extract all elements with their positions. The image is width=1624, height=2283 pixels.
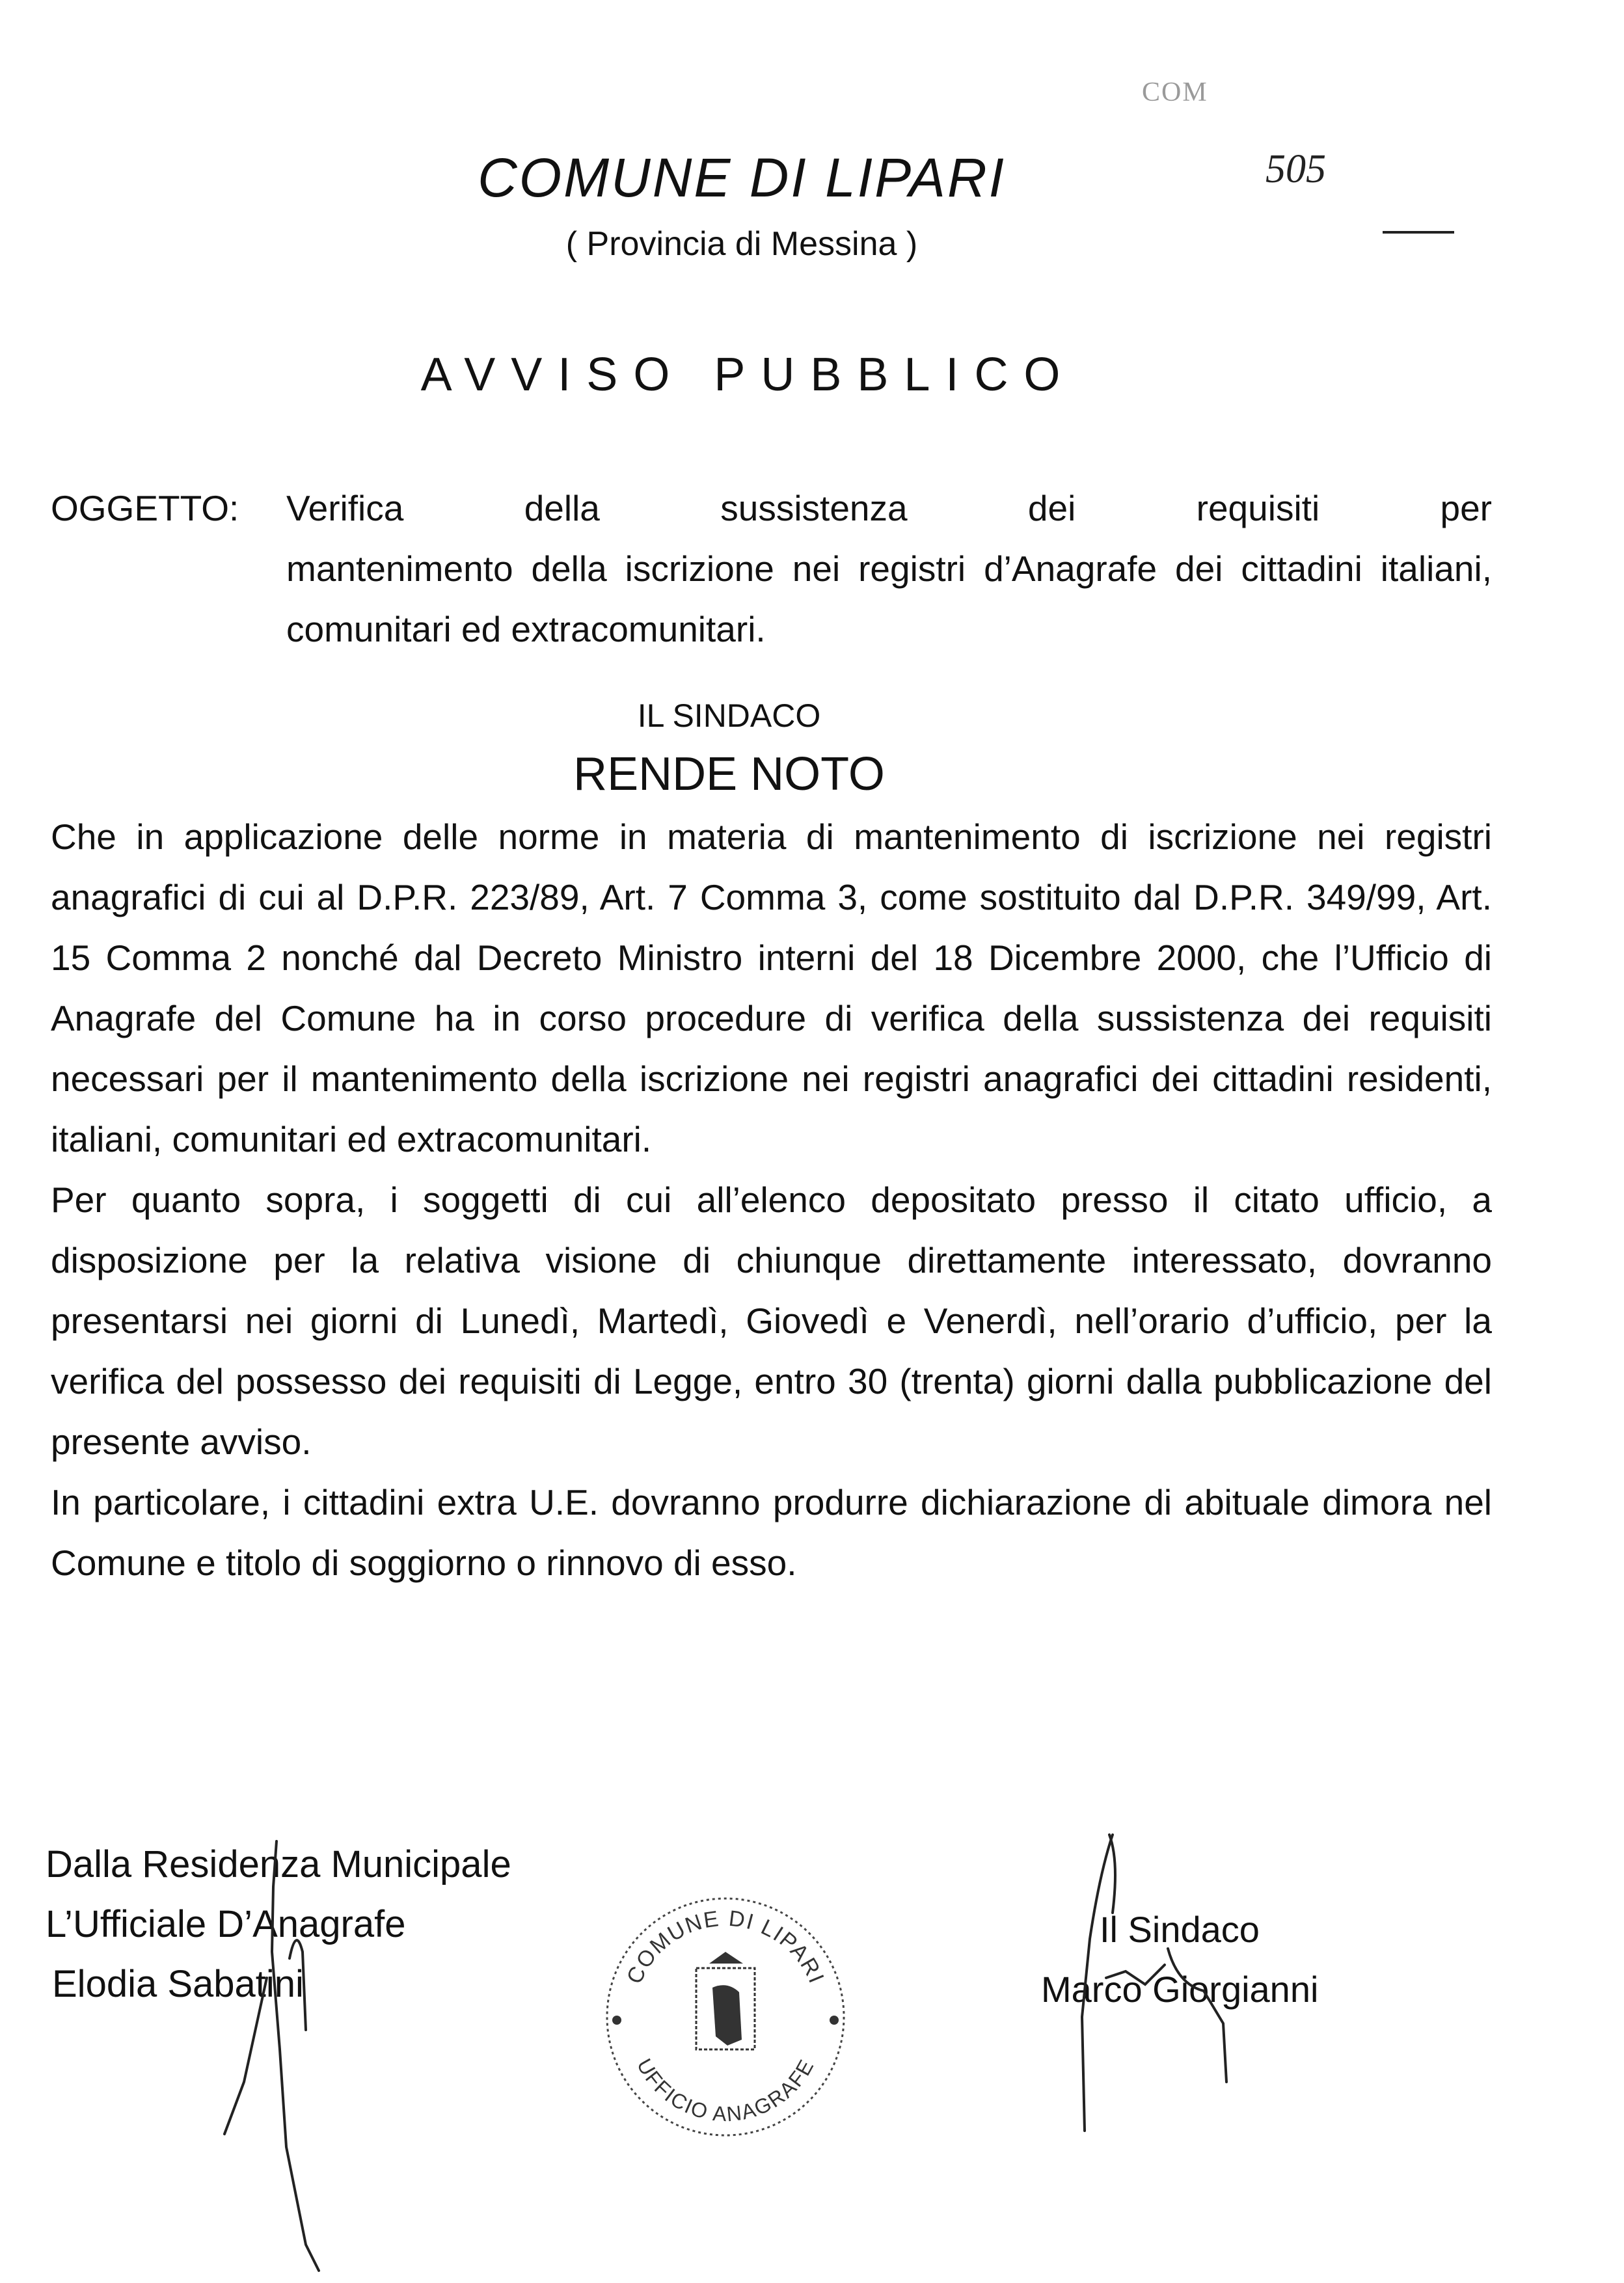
subject-text bbox=[286, 478, 1492, 660]
subject-label: OGGETTO: bbox=[51, 488, 239, 528]
notice-title: AVVISO PUBBLICO bbox=[420, 349, 1076, 401]
handwritten-protocol-number: 505 bbox=[1265, 147, 1326, 191]
svg-text:COMUNE DI LIPARI bbox=[622, 1906, 829, 1988]
signature-block-left bbox=[46, 1835, 511, 2014]
mayor-role: Il Sindaco bbox=[1100, 1909, 1260, 1950]
handwritten-underline bbox=[1383, 231, 1454, 234]
svg-text:UFFICIO ANAGRAFE bbox=[632, 2055, 819, 2126]
body-paragraph: In particolare, i cittadini extra U.E. dovranno produrre dichiarazione di abituale dimora nel Comune e titolo di soggiorno o rinnovo di esso. bbox=[51, 1482, 1492, 1583]
signature-area bbox=[46, 1835, 1496, 2134]
signature-block-right bbox=[1041, 1900, 1318, 2020]
subject-block bbox=[51, 478, 1492, 660]
notice-body bbox=[51, 690, 1492, 1593]
municipal-seal-stamp bbox=[599, 1887, 852, 2141]
seal-star-right-icon bbox=[830, 2016, 839, 2025]
subject-line-rest: mantenimento della iscrizione nei registri d’Anagrafe dei cittadini italiani, comunitari ed extracomunitari. bbox=[286, 548, 1492, 649]
province-subtitle: ( Provincia di Messina ) bbox=[565, 225, 918, 263]
seal-coat-of-arms-icon bbox=[696, 1952, 755, 2049]
subject-line-1: Verifica della sussistenza dei requisiti per bbox=[286, 488, 1492, 528]
municipality-title: COMUNE DI LIPARI bbox=[478, 147, 1006, 208]
body-paragraph: Per quanto sopra, i soggetti di cui all’elenco depositato presso il citato ufficio, a disposizione per la relativa visione di chiunque direttamente interessato, dovranno presentarsi nei giorni di Lunedì, Martedì, Giovedì e Venerdì, nell’orario d’ufficio, per la verifica del possesso dei requisiti di Legge, entro 30 (trenta) giorni dalla pubblicazione del presente avviso. bbox=[51, 1180, 1492, 1462]
announcement-heading: RENDE NOTO bbox=[573, 748, 885, 800]
mayor-name: Marco Giorgianni bbox=[1041, 1969, 1319, 2010]
registrar-role: L’Ufficiale D’Anagrafe bbox=[46, 1903, 406, 1945]
seal-star-left-icon bbox=[612, 2016, 621, 2025]
announcer-heading: IL SINDACO bbox=[637, 697, 821, 734]
seal-top-text: COMUNE DI LIPARI bbox=[621, 1906, 830, 1988]
seal-bottom-text: UFFICIO ANAGRAFE bbox=[632, 2055, 819, 2126]
registrar-name: Elodia Sabatini bbox=[52, 1963, 304, 2005]
body-paragraph: Che in applicazione delle norme in materia di mantenimento di iscrizione nei registri anagrafici di cui al D.P.R. 223/89, Art. 7 Comma 3, come sostituito dal D.P.R. 349/99, Art. 15 Comma 2 nonché dal Decreto Ministro interni del 18 Dicembre 2000, che l’Ufficio di Anagrafe del Comune ha in corso procedure di verifica della sussistenza dei requisiti necessari per il mantenimento della iscrizione nei registri anagrafici dei cittadini residenti, italiani, comunitari ed extracomunitari. bbox=[51, 817, 1492, 1159]
corner-stamp: COM bbox=[1142, 77, 1208, 107]
place-line: Dalla Residenza Municipale bbox=[46, 1843, 511, 1885]
